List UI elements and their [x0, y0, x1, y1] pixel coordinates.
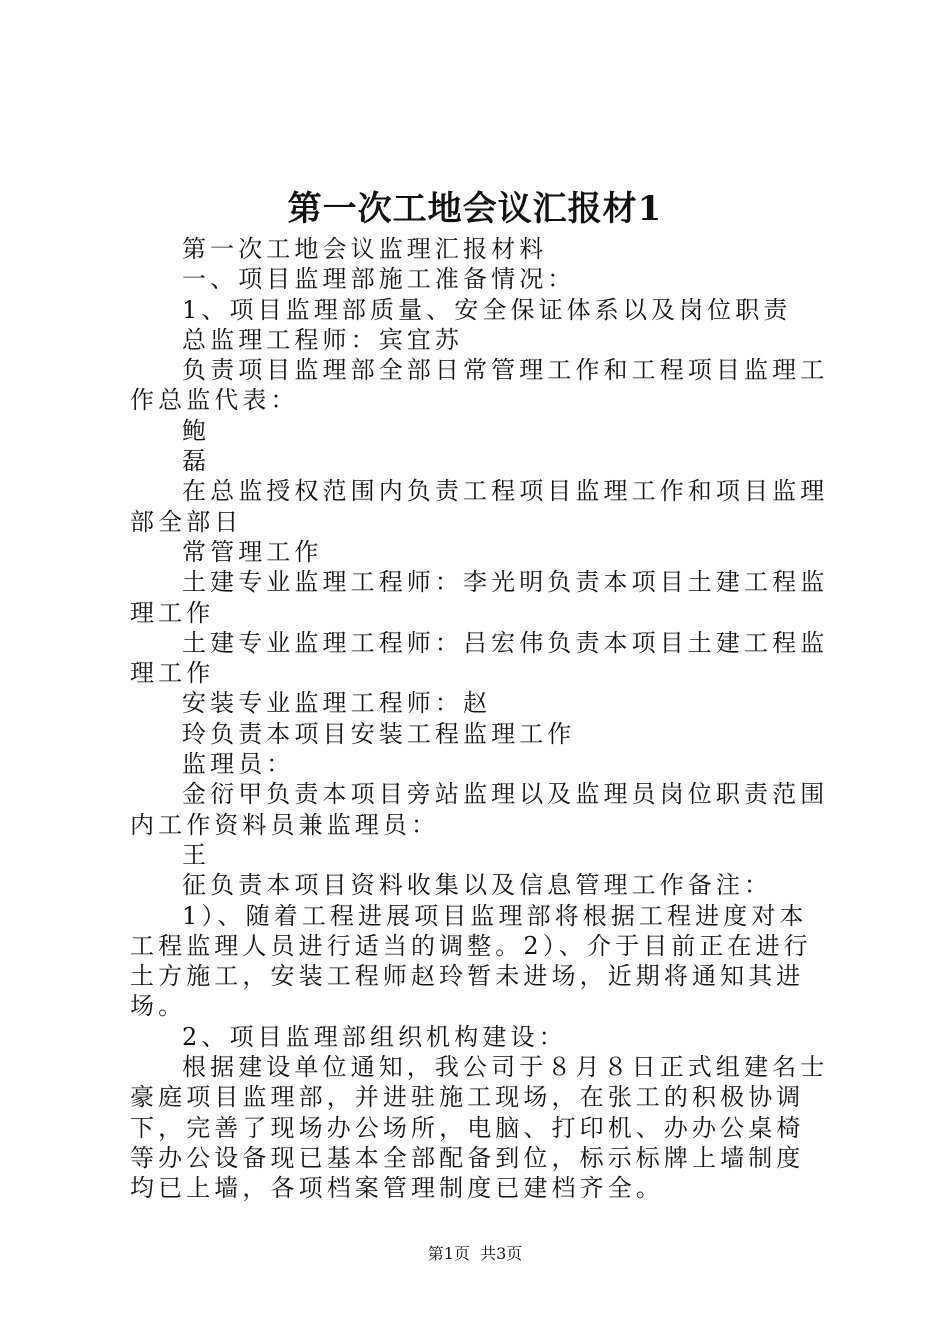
paragraph: 2、项目监理部组织机构建设： [182, 1022, 567, 1051]
document-body [130, 234, 830, 1204]
paragraph: 土建专业监理工程师：李光明负责本项目土建工程监理工作 [130, 568, 829, 627]
paragraph: 金衍甲负责本项目旁站监理以及监理员岗位职责范围内工作资料员兼监理员： [130, 780, 829, 839]
paragraph: 鲍 [182, 416, 211, 445]
paragraph: 负责项目监理部全部日常管理工作和工程项目监理工作总监代表： [130, 356, 829, 415]
paragraph: 总监理工程师：宾宜苏 [182, 325, 463, 354]
paragraph: 王 [182, 840, 211, 869]
paragraph: 1）、随着工程进展项目监理部将根据工程进度对本工程监理人员进行适当的调整。2）、介于目前正在进行土方施工，安装工程师赵玲暂未进场，近期将通知其进场。 [130, 901, 812, 1021]
paragraph: 安装专业监理工程师：赵 [182, 689, 492, 718]
paragraph: 土建专业监理工程师：吕宏伟负责本项目土建工程监理工作 [130, 628, 829, 688]
paragraph: 1、项目监理部质量、安全保证体系以及岗位职责 [182, 295, 792, 324]
paragraph: 玲负责本项目安装工程监理工作 [182, 719, 576, 748]
document-title: 第一次工地会议汇报材1 [287, 189, 663, 229]
paragraph: 监理员： [182, 750, 295, 779]
paragraph: 第一次工地会议监理汇报材料 [182, 235, 548, 263]
paragraph: 在总监授权范围内负责工程项目监理工作和项目监理部全部日 [130, 477, 829, 536]
paragraph: 一、项目监理部施工准备情况： [182, 265, 576, 294]
paragraph: 征负责本项目资料收集以及信息管理工作备注： [182, 871, 773, 900]
paragraph: 磊 [182, 447, 211, 476]
paragraph: 常管理工作 [182, 537, 323, 566]
paragraph: 根据建设单位通知，我公司于８月８日正式组建名士豪庭项目监理部，并进驻施工现场，在张工的积极协调下，完善了现场办公场所，电脑、打印机、办办公桌椅等办公设备现已基本全部配备到位，标示标牌上墙制度均已上墙，各项档案管理制度已建档齐全。 [130, 1053, 829, 1203]
page-indicator: 第1页 共3页 [427, 1244, 523, 1263]
